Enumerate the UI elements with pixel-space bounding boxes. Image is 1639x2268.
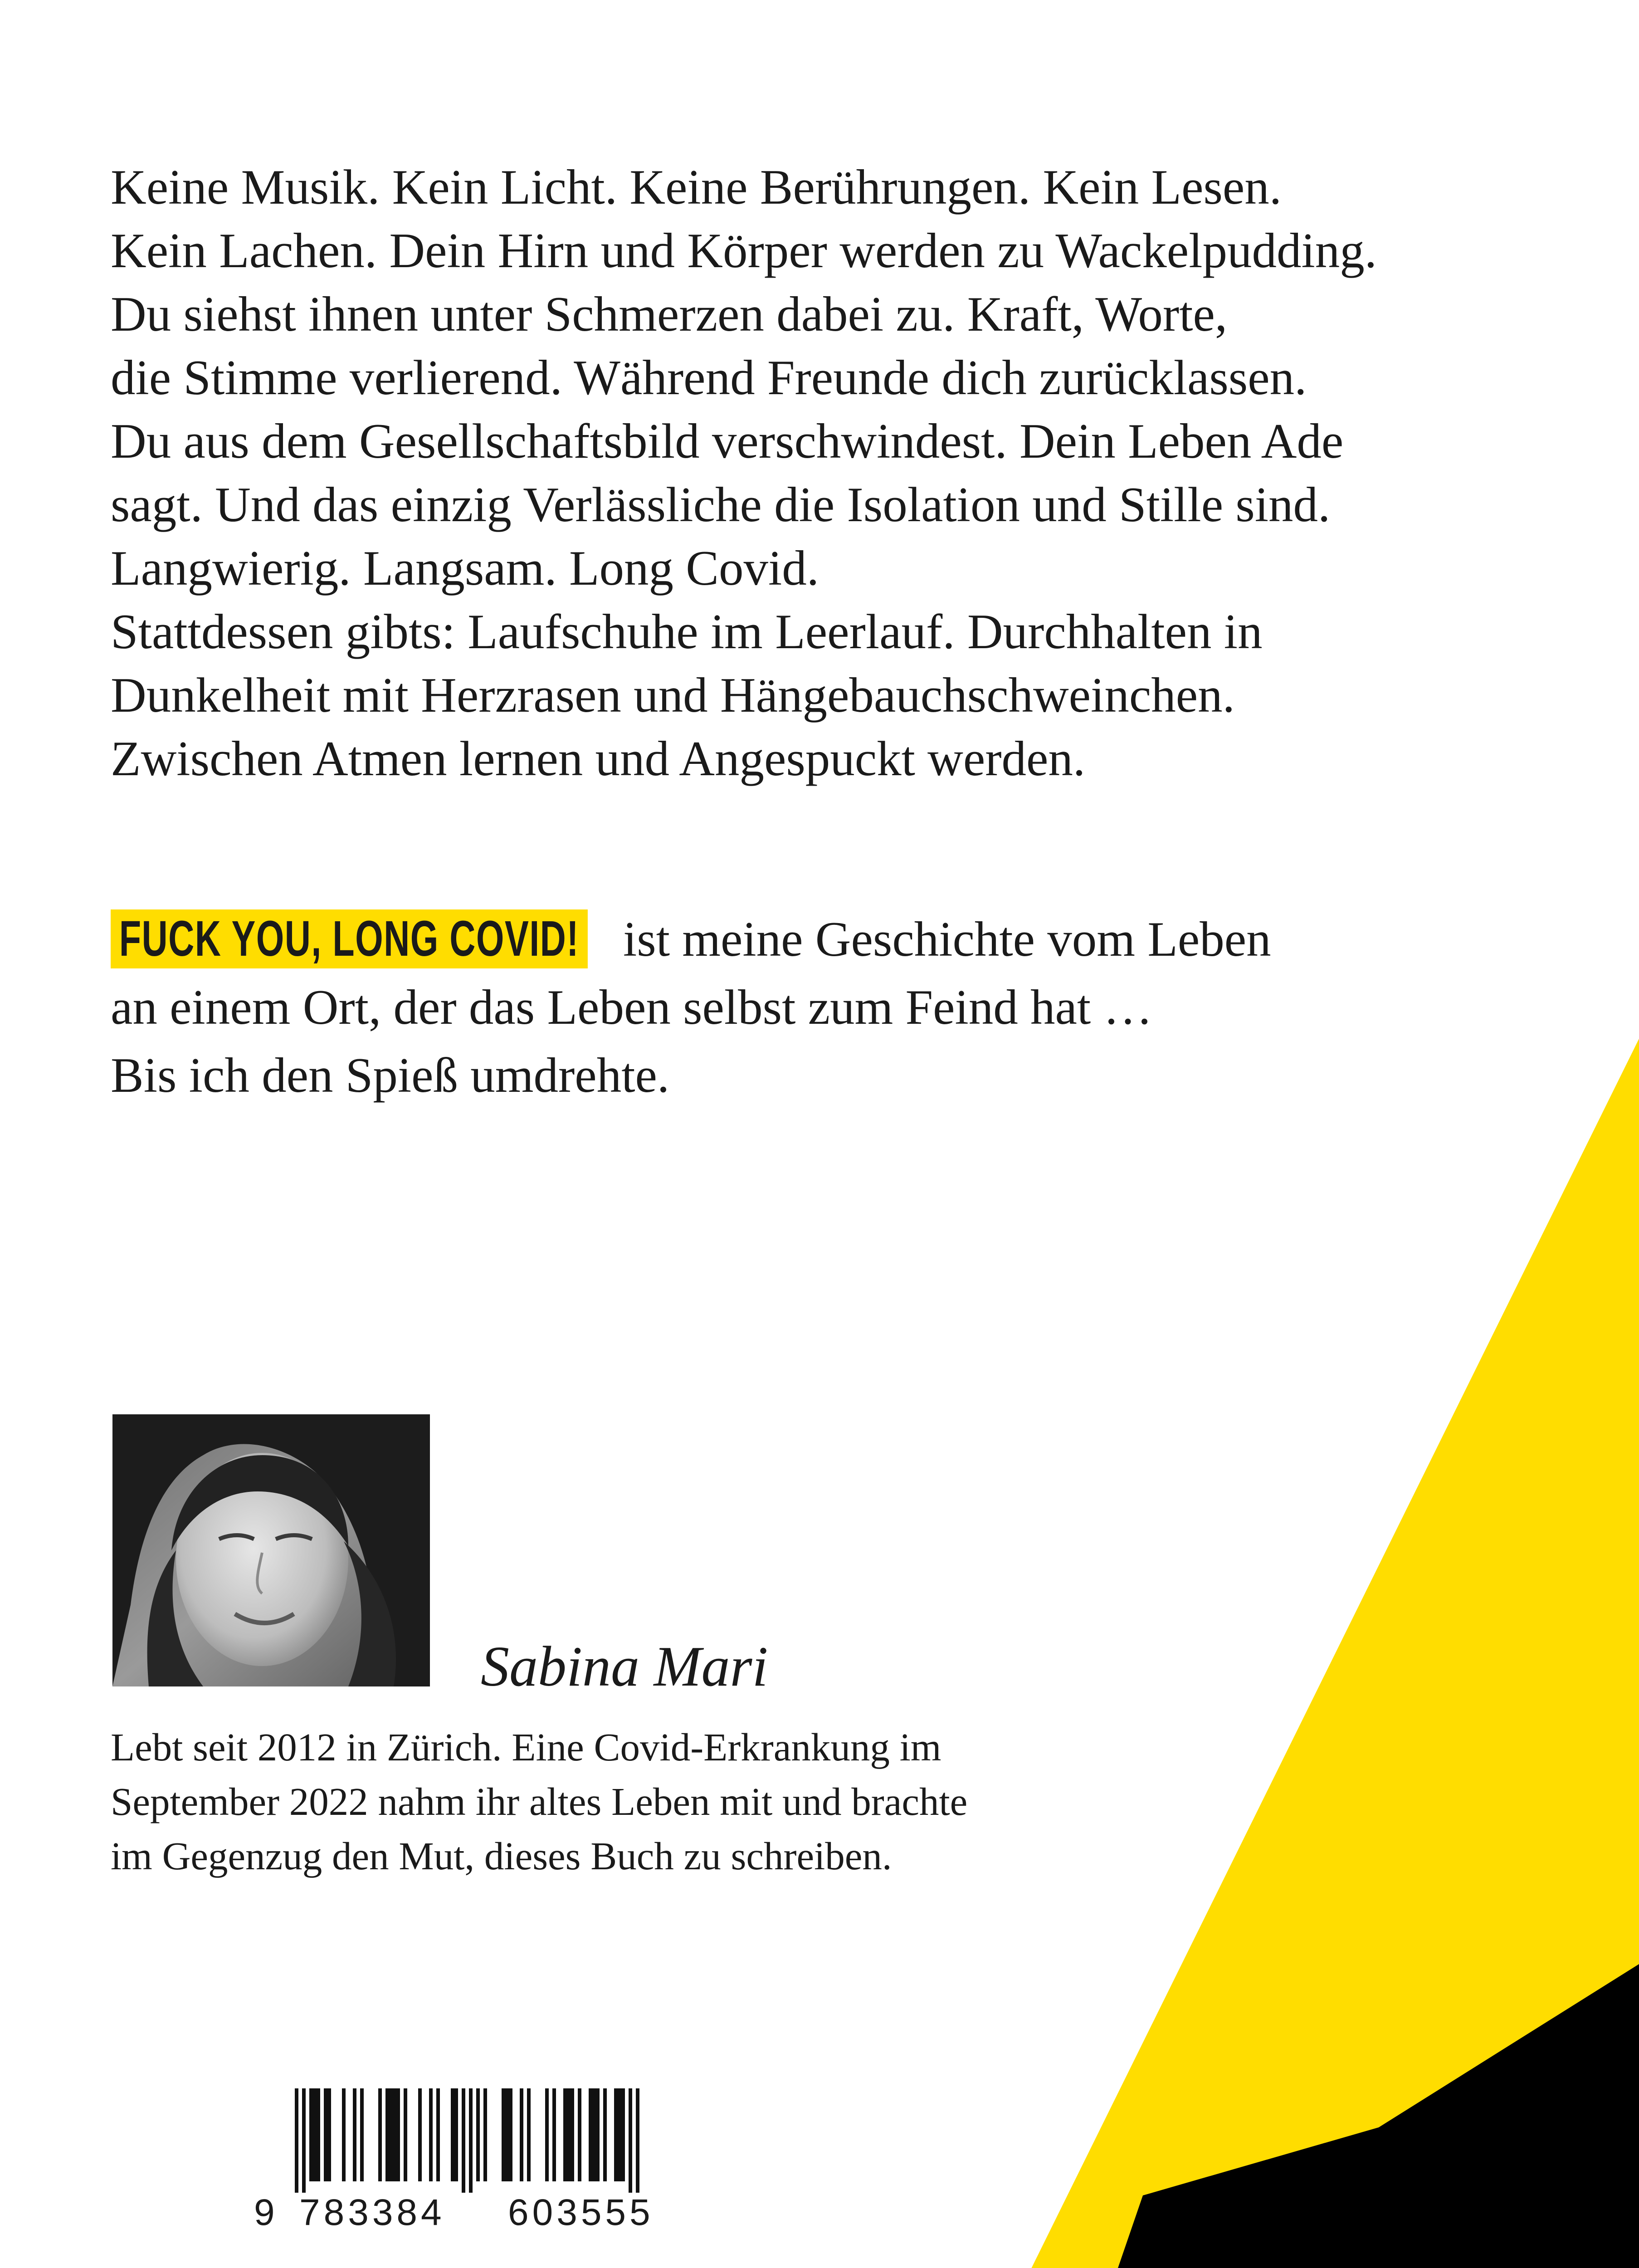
barcode-bar — [317, 2088, 320, 2181]
title-highlight-wrap — [111, 905, 623, 973]
author-name: Sabina Mari — [481, 1635, 768, 1698]
barcode-bar — [451, 2088, 454, 2181]
isbn-right-group: 603555 — [508, 2192, 654, 2233]
barcode-bar — [324, 2088, 327, 2181]
barcode-bar — [520, 2088, 523, 2181]
barcode-bar — [596, 2088, 600, 2181]
barcode-bar — [603, 2088, 607, 2181]
barcode-bar — [327, 2088, 331, 2181]
barcode-bar — [563, 2088, 567, 2181]
blurb-line: Keine Musik. Kein Licht. Keine Berührungen. Kein Lesen. — [111, 160, 1282, 215]
barcode-bar — [396, 2088, 400, 2181]
barcode-bar — [418, 2088, 422, 2181]
barcode-bar — [302, 2088, 306, 2193]
tagline-paragraph — [111, 905, 1517, 1110]
tagline-line — [111, 905, 1517, 973]
title-highlight: FUCK YOU, LONG COVID! — [111, 909, 588, 968]
barcode-bar — [469, 2088, 473, 2193]
barcode-bar — [393, 2088, 396, 2181]
author-photo — [112, 1414, 430, 1686]
barcode-bar — [309, 2088, 313, 2181]
barcode-bar — [378, 2088, 382, 2181]
barcode-bar — [629, 2088, 632, 2193]
barcode-bar — [552, 2088, 556, 2181]
barcode-bar — [545, 2088, 549, 2181]
barcode-bar — [621, 2088, 625, 2181]
barcode-bar — [592, 2088, 596, 2181]
barcode-bar — [385, 2088, 389, 2181]
back-cover-blurb — [111, 156, 1517, 791]
barcode-bar — [295, 2088, 298, 2193]
barcode-bar — [429, 2088, 433, 2181]
bio-line: Lebt seit 2012 in Zürich. Eine Covid-Erkrankung im — [111, 1725, 941, 1769]
barcode-bar — [476, 2088, 480, 2181]
author-bio — [111, 1720, 1108, 1883]
barcode-bar — [636, 2088, 639, 2193]
barcode-bar — [483, 2088, 487, 2181]
tagline-line: Bis ich den Spieß umdrehte. — [111, 1048, 670, 1103]
bio-line: September 2022 nahm ihr altes Leben mit und brachte — [111, 1779, 968, 1823]
barcode-bar — [462, 2088, 465, 2193]
barcode-bar — [313, 2088, 317, 2181]
blurb-line: Zwischen Atmen lernen und Angespuckt werden. — [111, 731, 1086, 786]
barcode-bar — [404, 2088, 407, 2181]
isbn-first-digit: 9 — [254, 2192, 278, 2233]
barcode-bar — [389, 2088, 393, 2181]
barcode-bar — [436, 2088, 440, 2181]
bio-line: im Gegenzug den Mut, dieses Buch zu schreiben. — [111, 1834, 892, 1878]
barcode-bar — [342, 2088, 346, 2181]
barcode-bar — [505, 2088, 509, 2181]
barcode-bar — [360, 2088, 364, 2181]
blurb-line: sagt. Und das einzig Verlässliche die Isolation und Stille sind. — [111, 477, 1331, 532]
blurb-line: Du aus dem Gesellschaftsbild verschwindest. Dein Leben Ade — [111, 414, 1344, 469]
barcode-bar — [454, 2088, 458, 2181]
barcode-bar — [527, 2088, 531, 2181]
blurb-line: Kein Lachen. Dein Hirn und Körper werden zu Wackelpudding. — [111, 223, 1377, 278]
blurb-line: Dunkelheit mit Herzrasen und Hängebauchschweinchen. — [111, 668, 1235, 723]
barcode-bar — [618, 2088, 621, 2181]
barcode-bar — [589, 2088, 592, 2181]
blurb-line: Stattdessen gibts: Laufschuhe im Leerlauf. Durchhalten in — [111, 604, 1263, 659]
barcode-bar — [567, 2088, 571, 2181]
barcode-bar — [571, 2088, 574, 2181]
barcode-bar — [502, 2088, 505, 2181]
barcode-bar — [614, 2088, 618, 2181]
isbn-barcode — [254, 2088, 689, 2193]
blurb-line: die Stimme verlierend. Während Freunde dich zurücklassen. — [111, 350, 1307, 405]
blurb-line: Du siehst ihnen unter Schmerzen dabei zu. Kraft, Worte, — [111, 287, 1228, 342]
barcode-bar — [509, 2088, 512, 2181]
isbn-digits — [254, 2190, 689, 2235]
blurb-line: Langwierig. Langsam. Long Covid. — [111, 541, 820, 596]
isbn-left-group: 783384 — [299, 2192, 445, 2233]
tagline-text: ist meine Geschichte vom Leben — [623, 912, 1271, 967]
barcode-bar — [578, 2088, 581, 2181]
tagline-line: an einem Ort, der das Leben selbst zum Feind hat … — [111, 980, 1153, 1035]
barcode-bar — [353, 2088, 356, 2181]
